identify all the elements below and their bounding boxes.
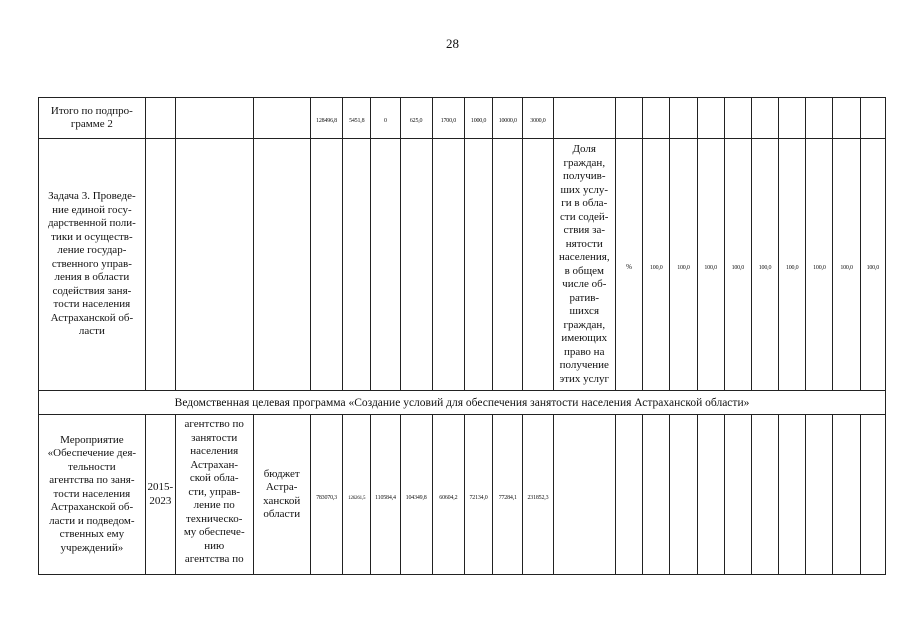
task3-value-cell <box>724 139 751 391</box>
total-value: 3000,0 <box>530 118 546 124</box>
empty-cell <box>553 98 615 139</box>
empty-cell <box>464 139 492 391</box>
measure-value-cell <box>523 415 553 575</box>
empty-cell <box>670 98 697 139</box>
measure-value: 77284,1 <box>498 494 517 501</box>
total-value: 0 <box>384 118 387 124</box>
task3-label-text: Задача 3. Проведе- ние единой госу- дарственной поли- тики и осуществ- ление государ- ственного управ- ления в области содействия заня- тости населения Астраханской об- ласти <box>47 190 136 338</box>
measure-label-text: Мероприятие «Обеспечение дея- тельности агентства по заня- тости населения Астраханской об- ласти и подведом- ственных ему учреждений» <box>47 433 137 554</box>
total-value: 1000,0 <box>470 118 487 124</box>
task3-value: 100,0 <box>840 264 853 271</box>
empty-cell <box>751 415 778 575</box>
total-value-cell <box>371 98 400 139</box>
task3-value-cell <box>860 139 885 391</box>
departmental-program-title: Ведомственная целевая программа «Создание условий для обеспечения занятости населения Астраханской области» <box>174 396 750 409</box>
total-value-cell <box>523 98 553 139</box>
empty-cell <box>343 139 371 391</box>
empty-cell <box>860 415 885 575</box>
empty-cell <box>806 98 833 139</box>
task3-label <box>39 139 146 391</box>
task3-value-cell <box>779 139 806 391</box>
task3-value: 100,0 <box>731 264 745 271</box>
measure-label <box>39 415 146 575</box>
total-value-cell <box>432 98 464 139</box>
measure-value: 231852,3 <box>527 494 549 501</box>
empty-cell <box>751 98 778 139</box>
task3-unit: % <box>626 262 632 271</box>
program-table <box>38 97 886 575</box>
measure-value: 110584,4 <box>375 494 396 501</box>
measure-value-cell <box>432 415 464 575</box>
empty-cell <box>643 415 670 575</box>
total-value-cell <box>310 98 342 139</box>
departmental-program-row <box>39 391 886 415</box>
measure-value: 60604,2 <box>439 494 458 501</box>
subprogram-total-label <box>39 98 146 139</box>
empty-cell <box>779 415 806 575</box>
empty-cell <box>833 415 860 575</box>
measure-value-cell <box>310 415 342 575</box>
departmental-program-cell <box>39 391 886 415</box>
total-value-cell <box>464 98 492 139</box>
measure-value-cell <box>400 415 432 575</box>
task3-value: 100,0 <box>704 264 717 271</box>
measure-value-cell <box>464 415 492 575</box>
empty-cell <box>432 139 464 391</box>
task3-value: 100,0 <box>813 264 826 271</box>
empty-cell <box>806 415 833 575</box>
empty-cell <box>860 98 885 139</box>
task3-value: 100,0 <box>677 264 690 271</box>
measure-value: 126261,5 <box>348 495 366 501</box>
empty-cell <box>553 415 615 575</box>
task3-indicator <box>553 139 615 391</box>
total-value-cell <box>493 98 523 139</box>
measure-value: 72134,0 <box>469 494 488 501</box>
task3-value-cell <box>751 139 778 391</box>
measure-period <box>145 415 175 575</box>
measure-value-cell <box>371 415 400 575</box>
empty-cell <box>145 139 175 391</box>
total-value-cell <box>343 98 371 139</box>
measure-value: 104349,8 <box>405 494 427 501</box>
empty-cell <box>615 415 642 575</box>
total-value: 1700,0 <box>440 118 456 124</box>
task3-value: 100,0 <box>785 264 799 271</box>
empty-cell <box>493 139 523 391</box>
measure-value-cell <box>343 415 371 575</box>
task3-value: 100,0 <box>866 264 880 271</box>
task3-value: 100,0 <box>650 264 663 271</box>
total-value-cell <box>400 98 432 139</box>
task3-value-cell <box>697 139 724 391</box>
empty-cell <box>779 98 806 139</box>
task3-value-cell <box>806 139 833 391</box>
empty-cell <box>175 98 253 139</box>
task3-value: 100,0 <box>758 264 772 271</box>
page-number: 28 <box>446 36 459 51</box>
empty-cell <box>643 98 670 139</box>
total-value: 128496,8 <box>316 118 337 124</box>
total-value: 10000,0 <box>498 118 517 124</box>
task3-value-cell <box>670 139 697 391</box>
task3-indicator-text: Доля граждан, получив- ших услу- ги в обла- сти содей- ствия за- нятости населения, в общем числе об- ратив- шихся граждан, имеющих право на получение этих услуг <box>558 143 610 385</box>
empty-cell <box>697 415 724 575</box>
measure-executor <box>175 415 253 575</box>
empty-cell <box>253 98 310 139</box>
empty-cell <box>175 139 253 391</box>
empty-cell <box>724 415 751 575</box>
measure-period-text: 2015- 2023 <box>147 481 174 507</box>
task3-row <box>39 139 886 391</box>
subprogram-total-label-text: Итого по подпро- грамме 2 <box>50 104 133 130</box>
measure-value: 783070,3 <box>316 494 337 501</box>
measure-source-text: бюджет Астра- ханской области <box>263 467 301 520</box>
empty-cell <box>724 98 751 139</box>
task3-value-cell <box>833 139 860 391</box>
empty-cell <box>400 139 432 391</box>
empty-cell <box>253 139 310 391</box>
empty-cell <box>670 415 697 575</box>
empty-cell <box>697 98 724 139</box>
empty-cell <box>615 98 642 139</box>
task3-value-cell <box>643 139 670 391</box>
measure-row <box>39 415 886 575</box>
empty-cell <box>523 139 553 391</box>
empty-cell <box>145 98 175 139</box>
empty-cell <box>371 139 400 391</box>
empty-cell <box>310 139 342 391</box>
empty-cell <box>833 98 860 139</box>
measure-executor-text: агентство по занятости населения Астрахан- ской обла- сти, управ- ление по техническо- му обеспече- нию агентства по <box>183 418 245 565</box>
task3-unit-cell <box>615 139 642 391</box>
total-value: 625,0 <box>409 118 423 124</box>
subprogram-total-row <box>39 98 886 139</box>
measure-value-cell <box>493 415 523 575</box>
measure-source <box>253 415 310 575</box>
total-value: 5451,8 <box>349 118 365 124</box>
